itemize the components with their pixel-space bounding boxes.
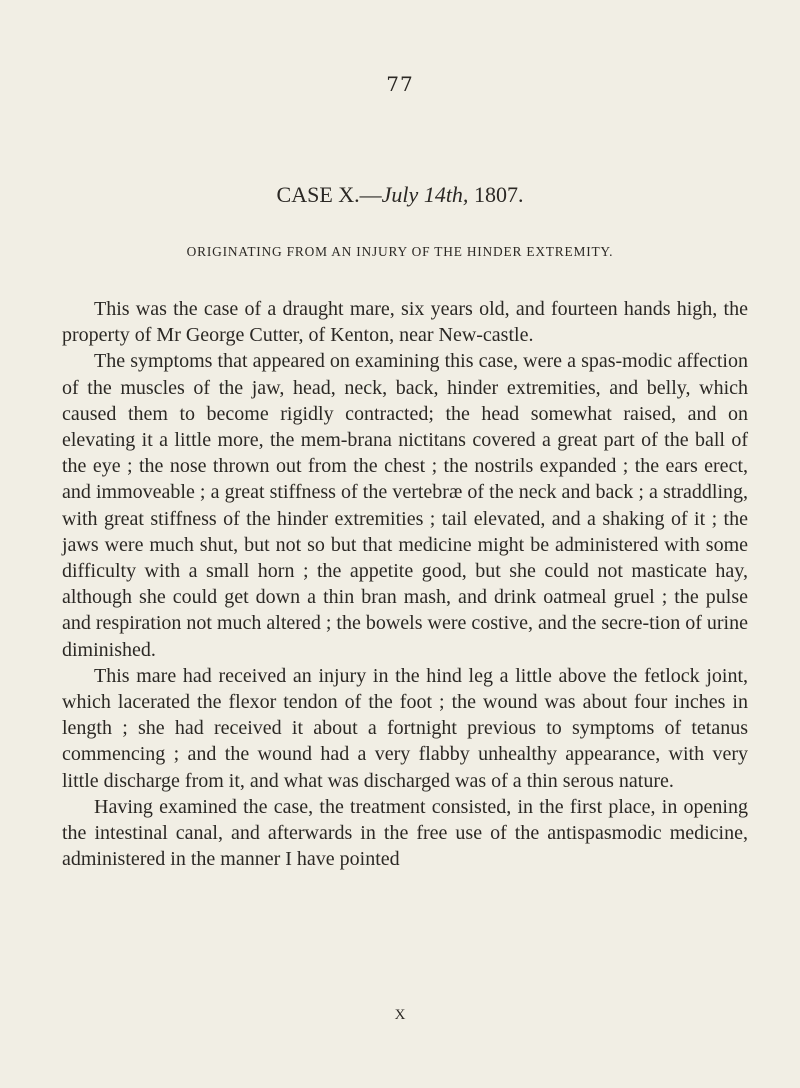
case-heading	[0, 182, 800, 208]
signature-mark: X	[394, 1007, 406, 1023]
case-title: CASE X.	[276, 182, 360, 207]
page-number: 77	[386, 72, 414, 96]
case-date: July 14th,	[381, 182, 469, 207]
case-date-dash: —	[359, 182, 382, 207]
paragraph: This was the case of a draught mare, six years old, and fourteen hands high, the property of Mr George Cutter, of Kenton, near New-castle.	[62, 298, 748, 347]
case-year: 1807.	[468, 182, 524, 207]
paragraph: Having examined the case, the treatment consisted, in the first place, in opening the intestinal canal, and afterwards in the free use of the antispasmodic medicine, administered in the manner I have pointed	[62, 795, 748, 871]
paragraph: This mare had received an injury in the hind leg a little above the fetlock joint, which lacerated the flexor tendon of the foot ; the wound was about four inches in length ; she had received it about a fortnight previous to symptoms of tetanus commencing ; and the wound had a very flabby unhealthy appearance, with very little discharge from it, and what was discharged was of a thin serous nature.	[62, 664, 748, 792]
paragraph: The symptoms that appeared on examining this case, were a spas-modic affection of the muscles of the jaw, head, neck, back, hinder extremities, and belly, which caused them to become rigidly contracted; the head somewhat raised, and on elevating it a little more, the mem-brana nictitans covered a great part of the ball of the eye ; the nose thrown out from the chest ; the nostrils expanded ; the ears erect, and immoveable ; a great stiffness of the vertebræ of the neck and back ; a straddling, with great stiffness of the hinder extremities ; tail elevated, and a shaking of it ; the jaws were much shut, but not so but that medicine might be administered with some difficulty with a small horn ; the appetite good, but she could not masticate hay, although she could get down a thin bran mash, and drink oatmeal gruel ; the pulse and respiration not much altered ; the bowels were costive, and the secre-tion of urine diminished.	[62, 350, 748, 661]
case-subheading: ORIGINATING FROM AN INJURY OF THE HINDER EXTREMITY.	[186, 244, 614, 259]
body-text	[62, 296, 748, 872]
